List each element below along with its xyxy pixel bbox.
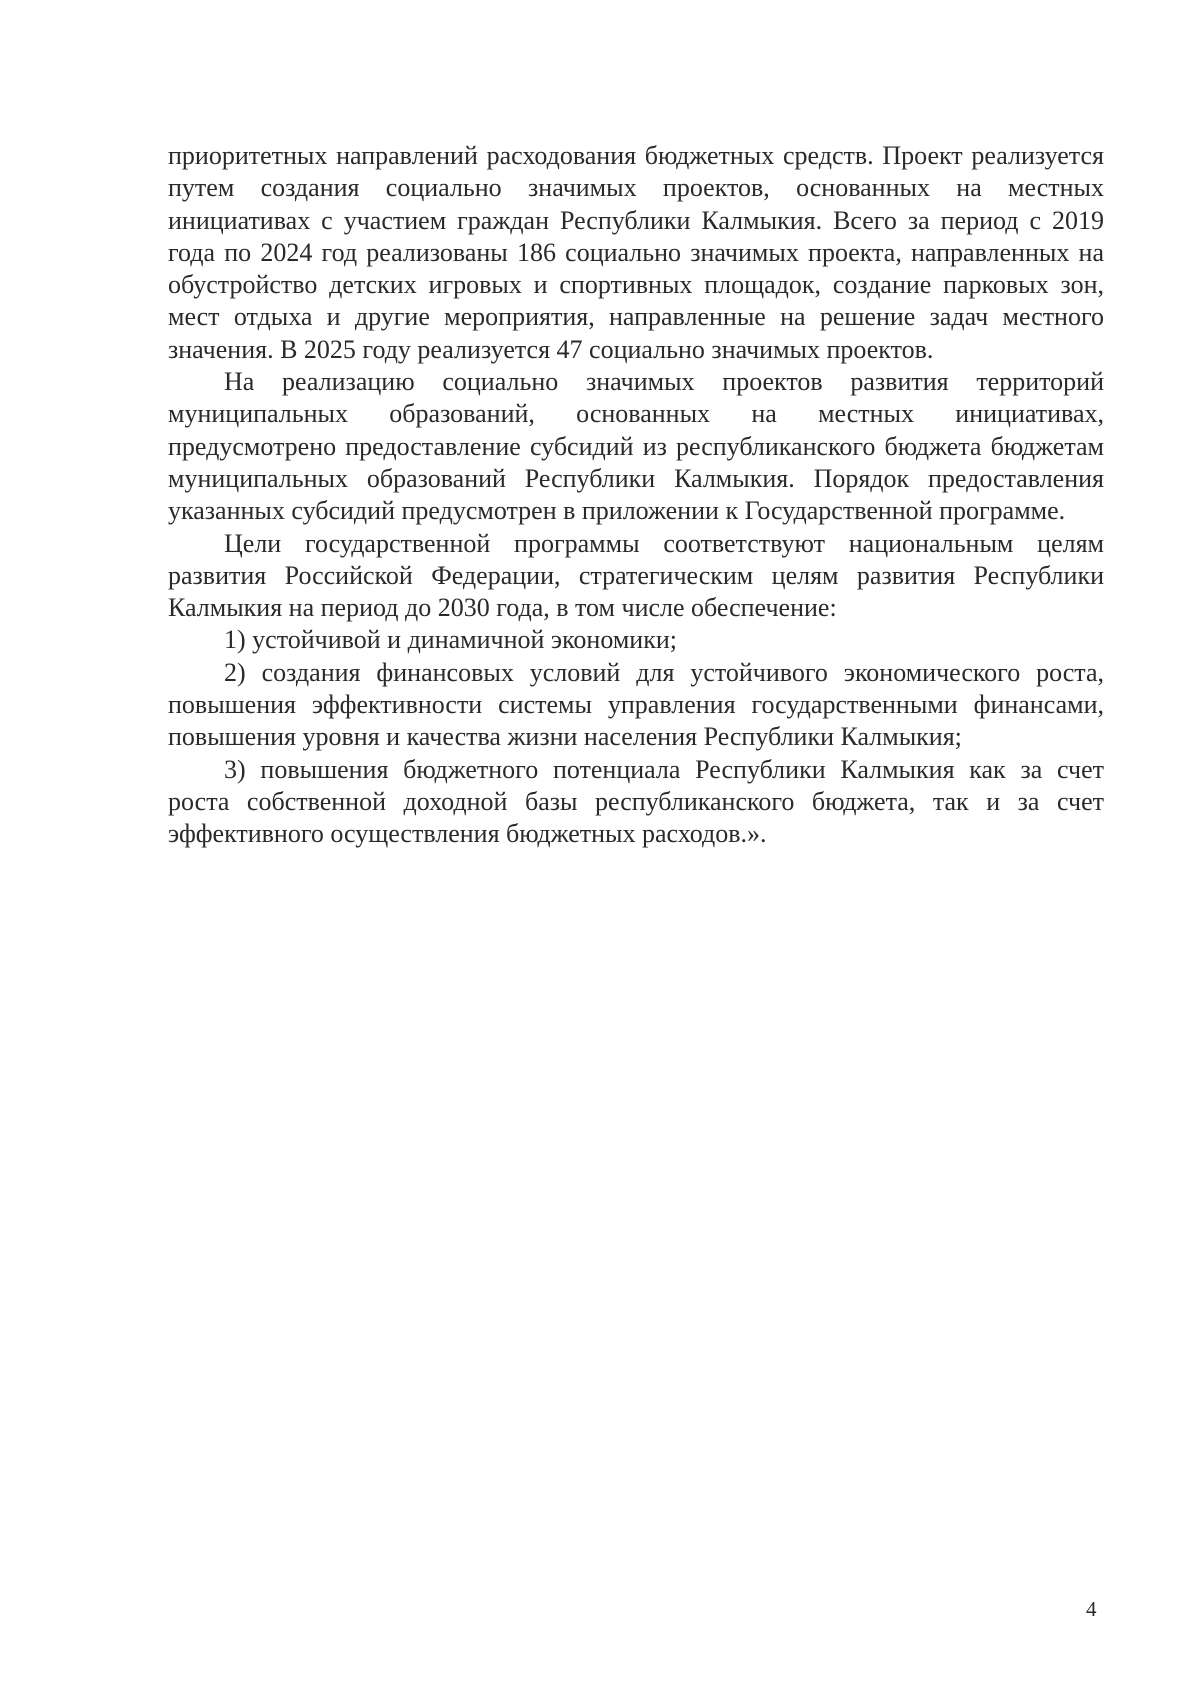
list-item-number: 2) xyxy=(224,657,246,687)
list-item-1 xyxy=(168,624,1104,656)
paragraph-goals: Цели государственной программы соответствуют национальным целям развития Российской Федерации, стратегическим целям развития Республики Калмыкия на период до 2030 года, в том числе обеспечение: xyxy=(168,528,1104,623)
list-item-text: устойчивой и динамичной экономики; xyxy=(252,625,677,655)
list-item-3 xyxy=(168,754,1104,851)
list-item-number: 1) xyxy=(224,625,246,655)
list-item-text: создания финансовых условий для устойчивого экономического роста, повышения эффективности системы управления государственными финансами, повышения уровня и качества жизни населения Республики Калмыкия; xyxy=(168,657,1105,752)
list-item-number: 3) xyxy=(224,754,246,784)
list-item-2 xyxy=(168,657,1104,754)
list-item-text: повышения бюджетного потенциала Республики Калмыкия как за счет роста собственной доходной базы республиканского бюджета, так и за счет эффективного осуществления бюджетных расходов.». xyxy=(168,754,1104,849)
paragraph-continuation: приоритетных направлений расходования бюджетных средств. Проект реализуется путем создания социально значимых проектов, основанных на местных инициативах с участием граждан Республики Калмыкия. Всего за период с 2019 года по 2024 год реализованы 186 социально значимых проекта, направленных на обустройство детских игровых и спортивных площадок, создание парковых зон, мест отдыха и другие мероприятия, направленные на решение задач местного значения. В 2025 году реализуется 47 социально значимых проектов. xyxy=(168,141,1104,364)
document-body xyxy=(168,140,1104,851)
page-number: 4 xyxy=(1086,1597,1097,1621)
paragraph-subsidies: На реализацию социально значимых проектов развития территорий муниципальных образований, основанных на местных инициативах, предусмотрено предоставление субсидий из республиканского бюджета бюджетам муниципальных образований Республики Калмыкия. Порядок предоставления указанных субсидий предусмотрен в приложении к Государственной программе. xyxy=(168,367,1104,526)
